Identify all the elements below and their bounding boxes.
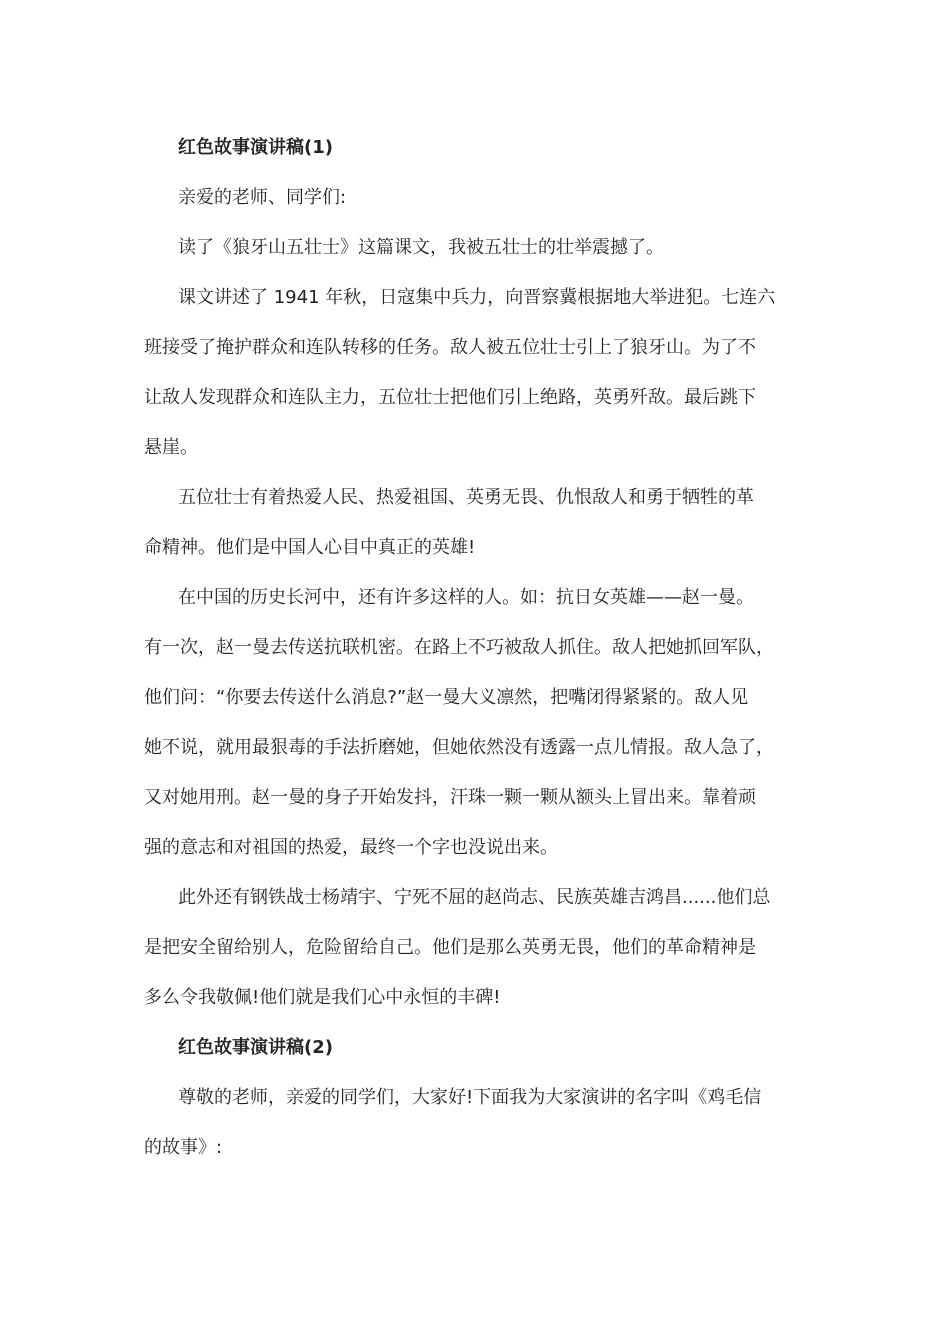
document-body [144,123,806,1173]
paragraph-zhao-yiman [144,573,806,873]
section-title: 红色故事演讲稿(1) [178,137,333,158]
paragraph-line: 他们问：“你要去传送什么消息?”赵一曼大义凛然，把嘴闭得紧紧的。敌人见 [144,687,749,708]
paragraph-line: 命精神。他们是中国人心目中真正的英雄! [144,537,476,558]
paragraph-spirit [144,473,806,573]
paragraph-line: 她不说，就用最狠毒的手法折磨她，但她依然没有透露一点儿情报。敌人急了， [144,737,774,758]
paragraph-line: 读了《狼牙山五壮士》这篇课文，我被五壮士的壮举震撼了。 [178,237,664,258]
paragraph-line: 强的意志和对祖国的热爱，最终一个字也没说出来。 [144,837,558,858]
paragraph-line: 课文讲述了 1941 年秋，日寇集中兵力，向晋察冀根据地大举进犯。七连六 [178,287,776,308]
paragraph-line: 五位壮士有着热爱人民、热爱祖国、英勇无畏、仇恨敌人和勇于牺牲的革 [178,487,754,508]
paragraph-line: 让敌人发现群众和连队主力，五位壮士把他们引上绝路，英勇歼敌。最后跳下 [144,387,756,408]
speech-section-1 [144,123,806,1023]
paragraph-line: 班接受了掩护群众和连队转移的任务。敌人被五位壮士引上了狼牙山。为了不 [144,337,756,358]
paragraph-line: 多么令我敬佩!他们就是我们心中永恒的丰碑! [144,987,501,1008]
paragraph-line: 又对她用刑。赵一曼的身子开始发抖，汗珠一颗一颗从额头上冒出来。靠着顽 [144,787,756,808]
paragraph-story-summary [144,273,806,473]
paragraph-line: 是把安全留给别人，危险留给自己。他们是那么英勇无畏，他们的革命精神是 [144,937,756,958]
paragraph-line: 的故事》: [144,1137,223,1158]
paragraph-line: 此外还有钢铁战士杨靖宇、宁死不屈的赵尚志、民族英雄吉鸿昌......他们总 [178,887,771,908]
paragraph-line: 亲爱的老师、同学们: [178,187,347,208]
paragraph-opening [144,1073,806,1173]
paragraph-intro [144,223,806,273]
paragraph-greeting [144,173,806,223]
speech-section-2 [144,1023,806,1173]
section-title: 红色故事演讲稿(2) [178,1037,333,1058]
paragraph-line: 有一次，赵一曼去传送抗联机密。在路上不巧被敌人抓住。敌人把她抓回军队， [144,637,774,658]
paragraph-line: 悬崖。 [144,437,198,458]
paragraph-line: 在中国的历史长河中，还有许多这样的人。如：抗日女英雄——赵一曼。 [178,587,754,608]
paragraph-line: 尊敬的老师，亲爱的同学们，大家好!下面我为大家演讲的名字叫《鸡毛信 [178,1087,762,1108]
paragraph-other-heroes [144,873,806,1023]
